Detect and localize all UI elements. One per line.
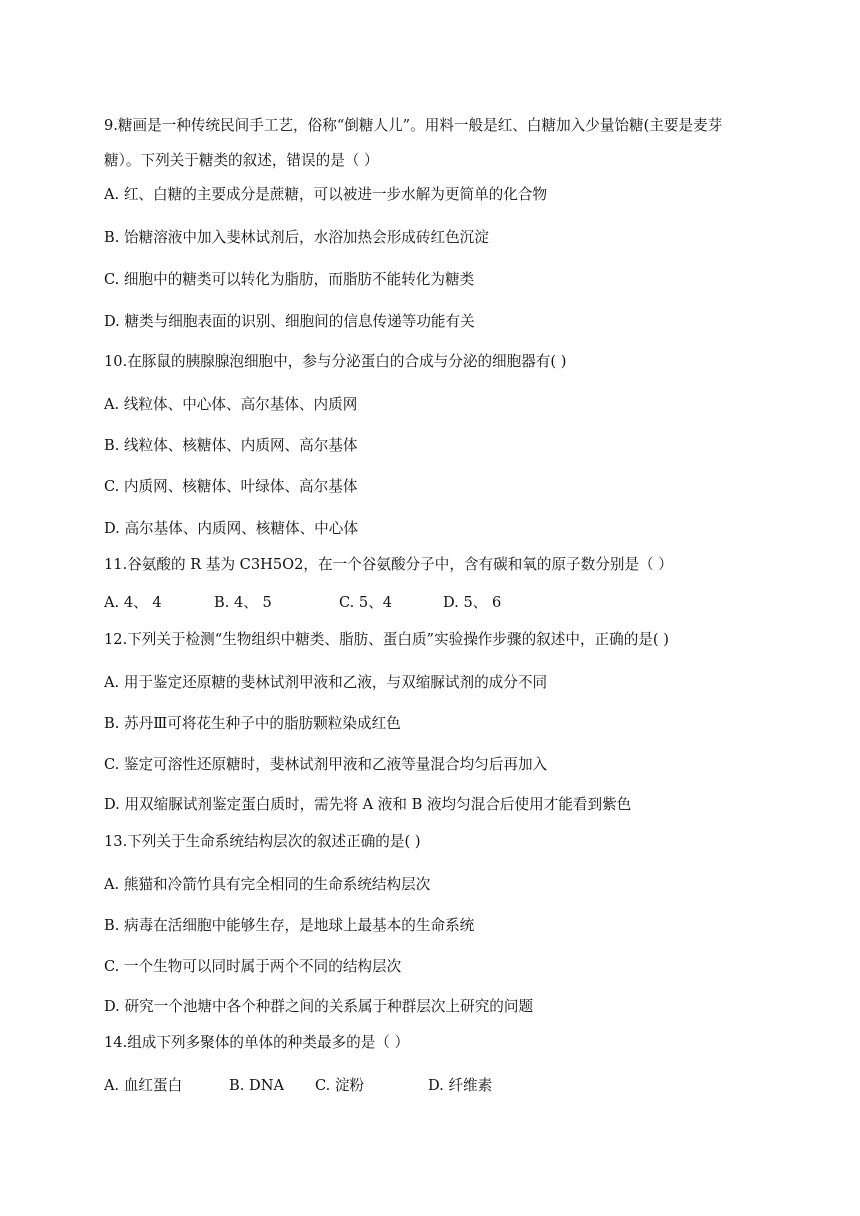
question-11-option-c: C. 5、4 <box>339 594 393 611</box>
question-10-option-c: C. 内质网、核糖体、叶绿体、高尔基体 <box>104 478 358 495</box>
question-13-option-d: D. 研究一个池塘中各个种群之间的关系属于种群层次上研究的问题 <box>104 998 534 1015</box>
question-9-stem-line-2: 糖）。下列关于糖类的叙述，错误的是（ ） <box>104 152 379 169</box>
question-12-option-a: A. 用于鉴定还原糖的斐林试剂甲液和乙液，与双缩脲试剂的成分不同 <box>104 674 548 691</box>
question-14-option-b: B. DNA <box>229 1077 285 1094</box>
question-9-option-d: D. 糖类与细胞表面的识别、细胞间的信息传递等功能有关 <box>104 313 475 330</box>
question-13-option-c: C. 一个生物可以同时属于两个不同的结构层次 <box>104 958 402 975</box>
question-12-option-d: D. 用双缩脲试剂鉴定蛋白质时，需先将 A 液和 B 液均匀混合后使用才能看到紫色 <box>104 796 632 813</box>
question-13-stem: 13.下列关于生命系统结构层次的叙述正确的是( ) <box>104 833 421 850</box>
question-14-option-a: A. 血红蛋白 <box>104 1077 183 1094</box>
question-10-option-b: B. 线粒体、核糖体、内质网、高尔基体 <box>104 437 358 454</box>
question-10-option-d: D. 高尔基体、内质网、核糖体、中心体 <box>104 520 358 537</box>
question-14-option-c: C. 淀粉 <box>315 1077 365 1094</box>
question-9-option-a: A. 红、白糖的主要成分是蔗糖，可以被进一步水解为更简单的化合物 <box>104 186 548 203</box>
question-9-option-b: B. 饴糖溶液中加入斐林试剂后，水浴加热会形成砖红色沉淀 <box>104 229 489 246</box>
question-13-option-a: A. 熊猫和冷箭竹具有完全相同的生命系统结构层次 <box>104 876 431 893</box>
question-12-option-b: B. 苏丹Ⅲ可将花生种子中的脂肪颗粒染成红色 <box>104 715 401 732</box>
question-10-stem: 10.在豚鼠的胰腺腺泡细胞中，参与分泌蛋白的合成与分泌的细胞器有( ) <box>104 353 567 370</box>
question-11-option-a: A. 4、 4 <box>104 594 162 611</box>
question-12-stem: 12.下列关于检测“生物组织中糖类、脂肪、蛋白质”实验操作步骤的叙述中，正确的是( ) <box>104 631 669 648</box>
question-14-stem: 14.组成下列多聚体的单体的种类最多的是（ ） <box>104 1034 410 1051</box>
question-11-option-d: D. 5、 6 <box>443 594 502 611</box>
question-9-stem-line-1: 9.糖画是一种传统民间手工艺，俗称“倒糖人儿”。用料一般是红、白糖加入少量饴糖(主要是麦芽 <box>104 117 723 134</box>
question-10-option-a: A. 线粒体、中心体、高尔基体、内质网 <box>104 396 358 413</box>
question-11-stem: 11.谷氨酸的 R 基为 C3H5O2，在一个谷氨酸分子中，含有碳和氧的原子数分别是（ ） <box>104 556 673 573</box>
question-13-option-b: B. 病毒在活细胞中能够生存，是地球上最基本的生命系统 <box>104 917 475 934</box>
question-9-option-c: C. 细胞中的糖类可以转化为脂肪，而脂肪不能转化为糖类 <box>104 271 475 288</box>
question-11-option-b: B. 4、 5 <box>214 594 272 611</box>
question-12-option-c: C. 鉴定可溶性还原糖时，斐林试剂甲液和乙液等量混合均匀后再加入 <box>104 756 548 773</box>
question-14-option-d: D. 纤维素 <box>428 1077 493 1094</box>
